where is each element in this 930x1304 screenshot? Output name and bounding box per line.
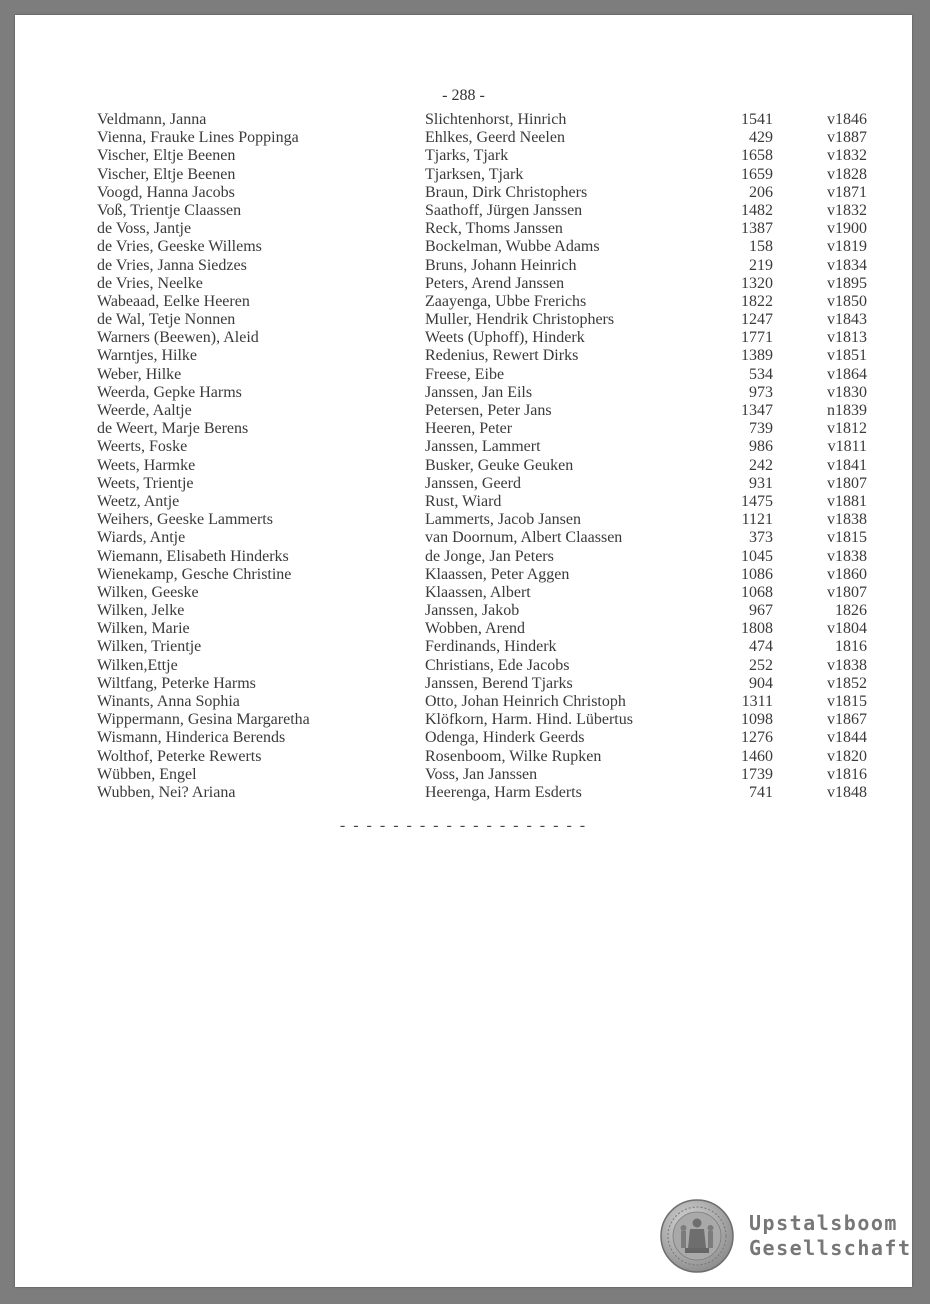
entry-name: Vischer, Eltje Beenen [97, 165, 236, 183]
entry-number: 1347 [741, 402, 773, 419]
table-row [97, 457, 867, 475]
entry-number: 1121 [741, 511, 773, 529]
entry-year: v1852 [827, 674, 867, 692]
entry-spouse: Wobben, Arend [425, 620, 526, 638]
entry-name: Wienekamp, Gesche Christine [97, 565, 292, 583]
entry-number: 1739 [741, 765, 773, 783]
entry-spouse: Braun, Dirk Christophers [425, 183, 588, 201]
entry-year: v1850 [827, 292, 867, 310]
entry-name: de Vries, Janna Siedzes [97, 256, 247, 274]
entry-name: Wilken, Trientje [97, 638, 202, 656]
entry-name: Wolthof, Peterke Rewerts [97, 747, 262, 765]
table-row [97, 166, 867, 184]
entry-number: 967 [749, 602, 773, 620]
entry-year: v1816 [827, 765, 867, 783]
entry-spouse: Otto, Johan Heinrich Christoph [425, 693, 626, 710]
entry-spouse: Freese, Eibe [425, 365, 505, 383]
entry-spouse: Christians, Ede Jacobs [425, 656, 570, 674]
table-row [97, 529, 867, 547]
entry-name: Wilken,Ettje [97, 656, 178, 674]
entry-spouse: Klaassen, Peter Aggen [425, 565, 570, 583]
entry-name: Weetz, Antje [97, 492, 180, 510]
entry-name: Wippermann, Gesina Margaretha [97, 711, 310, 729]
table-row [97, 511, 867, 529]
table-row [97, 729, 867, 747]
entry-name: de Wal, Tetje Nonnen [97, 311, 236, 329]
table-row [97, 766, 867, 784]
entry-year: v1881 [827, 492, 867, 510]
entry-spouse: Tjarks, Tjark [425, 147, 509, 165]
entry-spouse: Odenga, Hinderk Geerds [425, 729, 585, 747]
entry-name: Voß, Trientje Claassen [97, 201, 242, 219]
logo-text-line-1: Upstalsboom [749, 1211, 898, 1235]
table-row [97, 129, 867, 147]
entry-spouse: Klaassen, Albert [425, 583, 531, 601]
entry-name: de Weert, Marje Berens [97, 420, 249, 438]
entry-spouse: Voss, Jan Janssen [425, 765, 538, 783]
entry-name: Weets, Trientje [97, 474, 194, 492]
entry-name: Wabeaad, Eelke Heeren [97, 292, 250, 310]
entry-year: v1834 [827, 256, 867, 274]
entry-number: 1475 [741, 492, 773, 510]
table-row [97, 384, 867, 402]
entry-name: Wiltfang, Peterke Harms [97, 674, 256, 692]
entry-number: 1320 [741, 274, 773, 292]
entry-number: 1276 [741, 729, 773, 747]
table-row [97, 438, 867, 456]
entry-year: v1838 [827, 511, 867, 529]
entry-name: Wubben, Nei? Ariana [97, 783, 236, 801]
entry-number: 1541 [741, 111, 773, 128]
entry-number: 1808 [741, 620, 773, 638]
entry-number: 1482 [741, 201, 773, 219]
entry-spouse: Busker, Geuke Geuken [425, 456, 574, 474]
entry-number: 242 [749, 456, 773, 474]
entry-name: Weber, Hilke [97, 365, 182, 383]
entry-number: 1086 [741, 565, 773, 583]
entry-spouse: van Doornum, Albert Claassen [425, 529, 623, 547]
society-logo [659, 1198, 912, 1274]
end-divider: - - - - - - - - - - - - - - - - - - - [339, 817, 588, 834]
entry-name: de Voss, Jantje [97, 220, 192, 238]
entry-number: 219 [749, 256, 773, 274]
table-row [97, 402, 867, 420]
entry-spouse: Muller, Hendrik Christophers [425, 311, 615, 329]
entry-spouse: Reck, Thoms Janssen [425, 220, 563, 238]
entry-spouse: Janssen, Jan Eils [425, 383, 533, 401]
entry-spouse: Zaayenga, Ubbe Frerichs [425, 292, 587, 310]
table-row [97, 638, 867, 656]
entry-year: v1820 [827, 747, 867, 765]
entry-name: de Vries, Geeske Willems [97, 238, 262, 256]
entry-year: v1887 [827, 129, 867, 147]
entry-year: v1841 [827, 456, 867, 474]
table-row [97, 475, 867, 493]
entry-year: v1871 [827, 183, 867, 201]
entry-number: 1771 [741, 329, 773, 347]
entry-year: n1839 [827, 402, 867, 419]
table-row [97, 620, 867, 638]
entry-name: Wilken, Geeske [97, 583, 199, 601]
entry-name: de Vries, Neelke [97, 274, 203, 292]
entry-name: Weerde, Aaltje [97, 402, 192, 419]
entry-name: Winants, Anna Sophia [97, 693, 240, 710]
entry-number: 1389 [741, 347, 773, 365]
entry-spouse: Janssen, Geerd [425, 474, 521, 492]
entry-name: Vischer, Eltje Beenen [97, 147, 236, 165]
table-row [97, 602, 867, 620]
entry-spouse: Tjarksen, Tjark [425, 165, 524, 183]
entry-year: v1860 [827, 565, 867, 583]
table-row [97, 311, 867, 329]
table-row [97, 566, 867, 584]
table-row [97, 257, 867, 275]
table-row [97, 711, 867, 729]
entry-spouse: Saathoff, Jürgen Janssen [425, 201, 583, 219]
entry-name: Warntjes, Hilke [97, 347, 198, 365]
entry-spouse: Heerenga, Harm Esderts [425, 783, 582, 801]
entry-year: v1811 [827, 438, 867, 456]
entry-year: v1819 [827, 238, 867, 256]
entry-year: v1813 [827, 329, 867, 347]
table-row [97, 184, 867, 202]
entry-number: 741 [749, 783, 773, 801]
table-row [97, 111, 867, 129]
entry-name: Warners (Beewen), Aleid [97, 329, 259, 347]
entry-spouse: Klöfkorn, Harm. Hind. Lübertus [425, 711, 633, 729]
entry-year: 1816 [835, 638, 867, 656]
table-row [97, 420, 867, 438]
entry-spouse: Bockelman, Wubbe Adams [425, 238, 600, 256]
entry-name: Weihers, Geeske Lammerts [97, 511, 273, 529]
entry-number: 1387 [741, 220, 773, 238]
entry-name: Weerda, Gepke Harms [97, 383, 242, 401]
entry-spouse: Ferdinands, Hinderk [425, 638, 557, 656]
entry-year: v1812 [827, 420, 867, 438]
entry-year: v1851 [827, 347, 867, 365]
table-row [97, 675, 867, 693]
entry-year: v1828 [827, 165, 867, 183]
entry-number: 904 [749, 674, 773, 692]
entry-name: Wiemann, Elisabeth Hinderks [97, 547, 289, 565]
entry-year: v1838 [827, 547, 867, 565]
entry-number: 931 [749, 474, 773, 492]
entry-year: v1844 [827, 729, 867, 747]
entry-number: 474 [749, 638, 773, 656]
entry-name: Wiards, Antje [97, 529, 186, 547]
table-row [97, 784, 867, 802]
entry-spouse: Janssen, Lammert [425, 438, 541, 456]
entry-number: 1658 [741, 147, 773, 165]
entry-year: v1832 [827, 201, 867, 219]
entry-number: 1098 [741, 711, 773, 729]
entry-number: 158 [749, 238, 773, 256]
table-row [97, 293, 867, 311]
entry-spouse: Bruns, Johann Heinrich [425, 256, 577, 274]
entry-number: 252 [749, 656, 773, 674]
entry-spouse: Rosenboom, Wilke Rupken [425, 747, 602, 765]
entry-number: 534 [749, 365, 773, 383]
entry-number: 739 [749, 420, 773, 438]
entry-name: Veldmann, Janna [97, 111, 207, 128]
entry-year: v1832 [827, 147, 867, 165]
entry-year: v1807 [827, 583, 867, 601]
entry-spouse: Ehlkes, Geerd Neelen [425, 129, 565, 147]
table-row [97, 693, 867, 711]
entry-year: v1838 [827, 656, 867, 674]
entry-spouse: Janssen, Jakob [425, 602, 520, 620]
entry-spouse: Peters, Arend Janssen [425, 274, 565, 292]
entry-year: v1848 [827, 783, 867, 801]
entry-name: Wismann, Hinderica Berends [97, 729, 286, 747]
entry-number: 1822 [741, 292, 773, 310]
entry-year: v1864 [827, 365, 867, 383]
entry-spouse: de Jonge, Jan Peters [425, 547, 554, 565]
document-page [15, 15, 912, 1287]
entry-number: 986 [749, 438, 773, 456]
entry-spouse: Slichtenhorst, Hinrich [425, 111, 567, 128]
table-row [97, 329, 867, 347]
table-row [97, 220, 867, 238]
entry-number: 1460 [741, 747, 773, 765]
table-row [97, 238, 867, 256]
table-row [97, 202, 867, 220]
entry-spouse: Rust, Wiard [425, 492, 502, 510]
entry-spouse: Petersen, Peter Jans [425, 402, 552, 419]
entry-year: 1826 [835, 602, 867, 620]
entry-number: 1311 [741, 693, 773, 710]
entry-year: v1804 [827, 620, 867, 638]
entry-year: v1815 [827, 693, 867, 710]
page-number: - 288 - [442, 87, 485, 104]
entry-year: v1807 [827, 474, 867, 492]
entry-year: v1900 [827, 220, 867, 238]
entry-spouse: Redenius, Rewert Dirks [425, 347, 579, 365]
table-row [97, 584, 867, 602]
entry-year: v1815 [827, 529, 867, 547]
logo-text-line-2: Gesellschaft [749, 1236, 912, 1260]
table-row [97, 493, 867, 511]
entry-year: v1846 [827, 111, 867, 128]
entry-name: Weerts, Foske [97, 438, 188, 456]
entry-number: 1659 [741, 165, 773, 183]
entry-number: 1247 [741, 311, 773, 329]
table-row [97, 147, 867, 165]
entry-year: v1843 [827, 311, 867, 329]
table-row [97, 548, 867, 566]
table-row [97, 275, 867, 293]
entry-number: 373 [749, 529, 773, 547]
entry-name: Weets, Harmke [97, 456, 196, 474]
entry-number: 429 [749, 129, 773, 147]
entry-number: 206 [749, 183, 773, 201]
entry-year: v1867 [827, 711, 867, 729]
table-row [97, 366, 867, 384]
entry-list [97, 111, 867, 802]
entry-name: Vienna, Frauke Lines Poppinga [97, 129, 299, 147]
entry-name: Voogd, Hanna Jacobs [97, 183, 235, 201]
table-row [97, 748, 867, 766]
seal-medallion-icon [659, 1198, 735, 1274]
table-row [97, 657, 867, 675]
entry-number: 1045 [741, 547, 773, 565]
entry-name: Wilken, Marie [97, 620, 190, 638]
entry-name: Wilken, Jelke [97, 602, 185, 620]
table-row [97, 347, 867, 365]
entry-number: 1068 [741, 583, 773, 601]
entry-number: 973 [749, 383, 773, 401]
entry-spouse: Heeren, Peter [425, 420, 513, 438]
entry-spouse: Weets (Uphoff), Hinderk [425, 329, 585, 347]
entry-spouse: Lammerts, Jacob Jansen [425, 511, 581, 529]
entry-year: v1895 [827, 274, 867, 292]
entry-name: Wübben, Engel [97, 765, 197, 783]
entry-spouse: Janssen, Berend Tjarks [425, 674, 573, 692]
entry-year: v1830 [827, 383, 867, 401]
